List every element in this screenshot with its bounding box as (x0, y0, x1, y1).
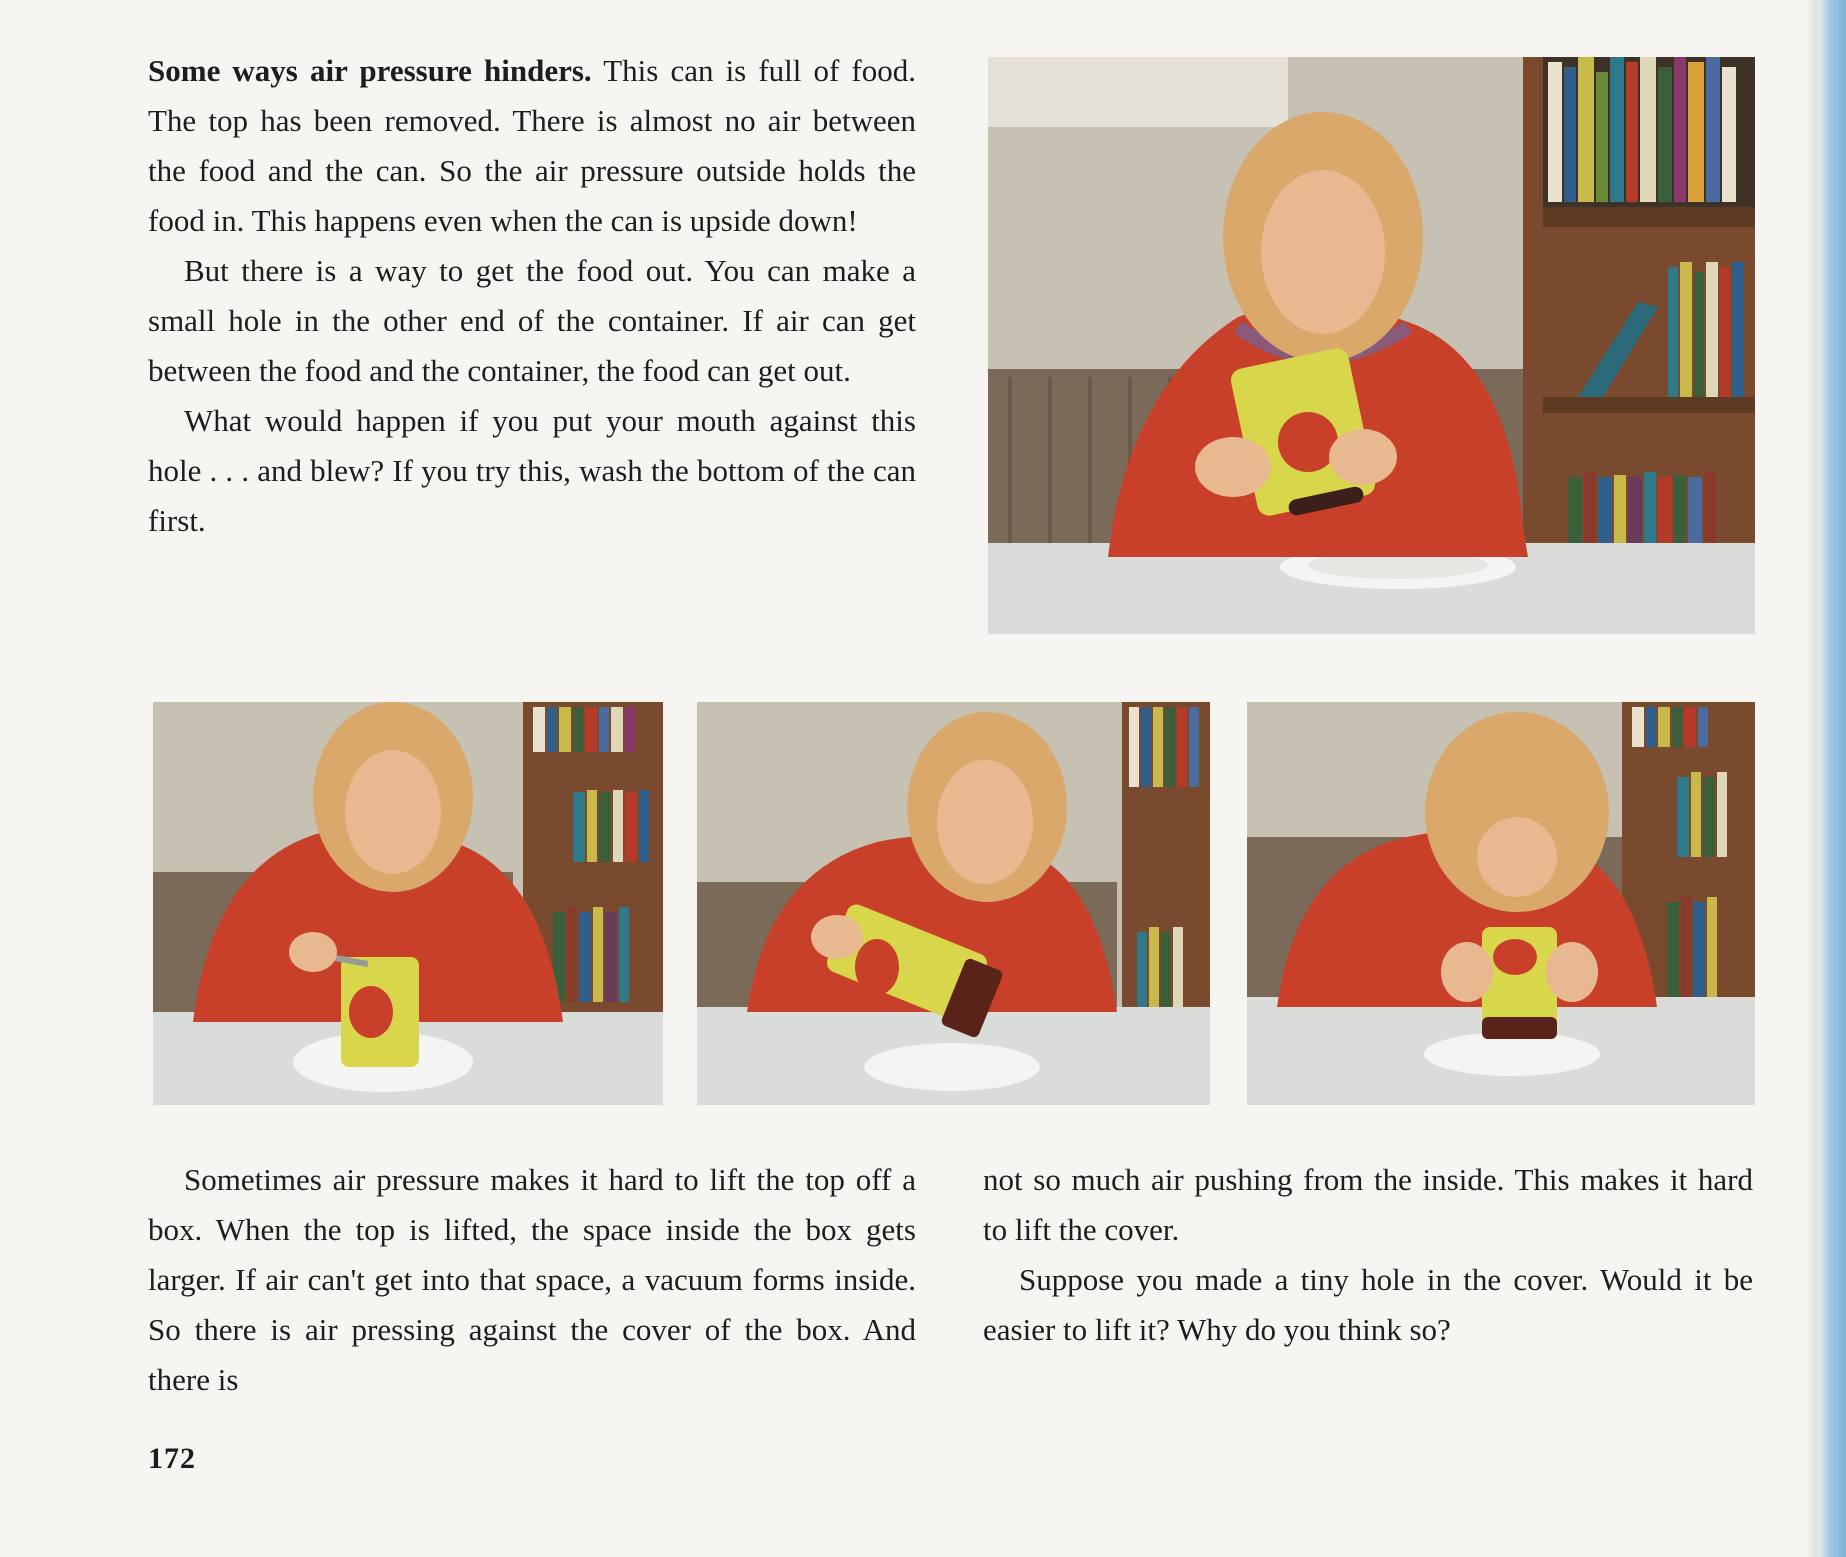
bottom-left-text-column (148, 1155, 916, 1405)
paragraph-2: But there is a way to get the food out. You can make a small hole in the other end of the container. If air can get between the food and the container, the food can get out. (148, 253, 916, 388)
photo-girl-tilting-can (697, 702, 1210, 1105)
page-number: 172 (148, 1442, 196, 1475)
bottom-right-text-column (983, 1155, 1753, 1355)
section-heading: Some ways air pressure hinders. (148, 53, 592, 88)
photo-girl-blowing-into-can (1247, 702, 1755, 1105)
photo-2-illustration (697, 702, 1210, 1105)
paragraph-1-body: This can is full of food. The top has been removed. There is almost no air between the food and the can. So the air pressure outside holds the food in. This happens even when the can is upside down! (148, 53, 916, 238)
photo-girl-holding-can-upside-down (988, 57, 1755, 634)
binding-shadow (1806, 0, 1818, 1557)
paragraph-4-continued: not so much air pushing from the inside. This makes it hard to lift the cover. (983, 1162, 1753, 1247)
top-text-column (148, 46, 916, 546)
photo-girl-opening-can (153, 702, 663, 1105)
paragraph-4: Sometimes air pressure makes it hard to lift the top off a box. When the top is lifted, the space inside the box gets larger. If air can't get into that space, a vacuum forms inside. So there is air pressing against the cover of the box. And there is (148, 1162, 916, 1397)
paragraph-5: Suppose you made a tiny hole in the cover. Would it be easier to lift it? Why do you think so? (983, 1262, 1753, 1347)
photo-main-illustration (988, 57, 1755, 634)
photo-3-illustration (1247, 702, 1755, 1105)
paragraph-3: What would happen if you put your mouth against this hole . . . and blew? If you try this, wash the bottom of the can first. (148, 403, 916, 538)
photo-1-illustration (153, 702, 663, 1105)
page-edge (1818, 0, 1846, 1557)
paragraph-1 (148, 46, 916, 246)
